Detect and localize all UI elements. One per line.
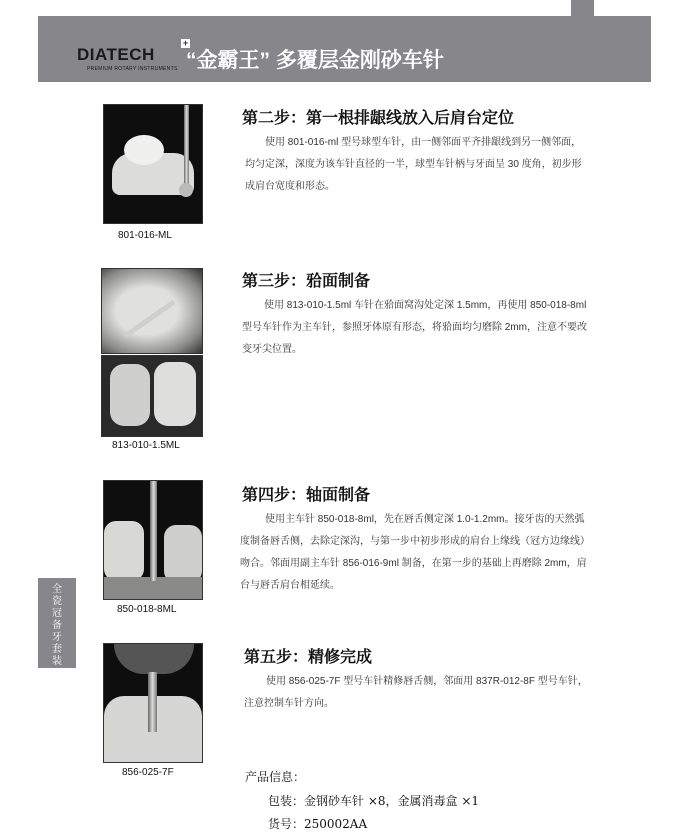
step4-title: 第四步：轴面制备: [242, 487, 371, 504]
step3-body: 使用 813-010-1.5ml 车针在𬌗面窝沟处定深 1.5mm，再使用 850-018-8ml 型号车针作为主车针，参照牙体原有形态，将𬌗面均匀磨除 2mm，注意不要改变牙尖位置。: [242, 300, 587, 355]
step2-code: 801-016-ML: [118, 230, 172, 241]
step3-photo-bottom: [101, 355, 203, 437]
product-info-heading: 产品信息：: [245, 770, 306, 784]
step4-photo: [103, 480, 203, 600]
step3-title: 第三步：𬌗面制备: [242, 273, 371, 290]
brand-name: DIATECH: [77, 45, 155, 64]
brand-plus-mark: +: [182, 38, 189, 48]
step2-body: 使用 801-016-ml 型号球型车针，由一侧邻面平齐排龈线到另一侧邻面，均匀定深，深度为该车针直径的一半，球型车针柄与牙面呈 30 度角，初步形成肩台宽度和形态。: [245, 137, 582, 192]
step5-code: 856-025-7F: [122, 767, 174, 778]
step4-body: 使用主车针 850-018-8ml，先在唇舌侧定深 1.0-1.2mm。接牙齿的天然弧度制备唇舌侧，去除定深沟，与第一步中初步形成的肩台上缘线（冠方边缘线）吻合。邻面用副主车针 856-016-9ml 制备，在第一步的基础上再磨除 2mm，肩台与唇舌肩台相延续。: [240, 514, 590, 591]
side-tab: [38, 578, 76, 668]
step5-photo: [103, 643, 203, 763]
step4-code: 850-018-8ML: [117, 604, 177, 615]
product-package: 包装：金钢砂车针 ×8，金属消毒盒 ×1: [268, 794, 480, 808]
brand-tagline: PREMIUM ROTARY INSTRUMENTS: [87, 66, 178, 72]
product-item-no: 货号：250002AA: [268, 817, 368, 831]
step5-body: 使用 856-025-7F 型号车针精修唇舌侧，邻面用 837R-012-8F 型号车针，注意控制车针方向。: [244, 676, 588, 709]
step3-code: 813-010-1.5ML: [112, 440, 180, 451]
side-tab-label: 全瓷冠备牙套装: [52, 584, 62, 667]
step3-photo-top: [101, 268, 203, 354]
step5-title: 第五步：精修完成: [244, 649, 373, 666]
step2-title: 第二步：第一根排龈线放入后肩台定位: [242, 110, 515, 127]
diatech-logo: [77, 38, 189, 72]
page-title: “金霸王” 多覆层金刚砂车针: [186, 49, 444, 72]
step2-photo: [103, 104, 203, 224]
header-notch: [571, 0, 594, 16]
